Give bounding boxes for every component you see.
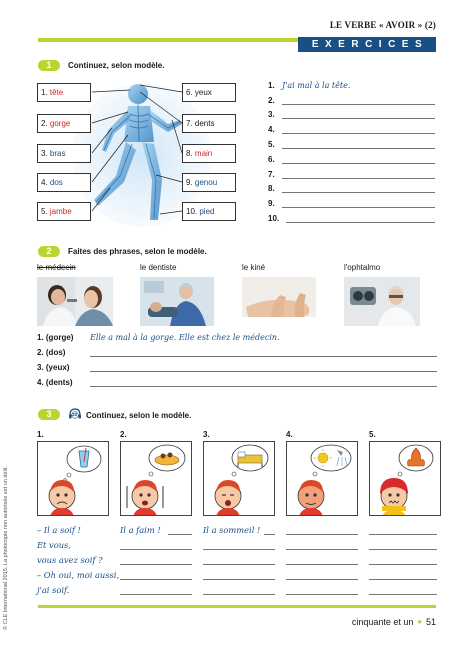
panel-3-line-2[interactable] xyxy=(203,549,275,550)
exercise-2-row-2[interactable]: 2. (dos) xyxy=(37,346,437,359)
exercise-2-row-3[interactable]: 3. (yeux) xyxy=(37,361,437,374)
dentist-photo xyxy=(140,277,214,326)
page-number: 51 xyxy=(425,617,436,627)
footer-rule xyxy=(38,605,436,608)
panel-4-line-1[interactable] xyxy=(286,534,358,535)
body-part-box-3: 3. bras xyxy=(37,144,91,163)
body-part-box-5: 5. jambe xyxy=(37,202,91,221)
exercise-2-example-answer: Elle a mal à la gorge. Elle est chez le médecin. xyxy=(90,333,280,342)
panel-2-line-2[interactable] xyxy=(120,549,192,550)
panel-3-line-5[interactable] xyxy=(203,594,275,595)
exercise-3-instruction: Continuez, selon le modèle. xyxy=(86,411,192,420)
panel-2-line-4[interactable] xyxy=(120,579,192,580)
answer-row-2[interactable]: 2. xyxy=(268,93,438,108)
answer-row-10[interactable]: 10. xyxy=(268,211,438,226)
cartoon-panel-hungry xyxy=(120,441,192,516)
exercise-2-row-1[interactable]: 1. (gorge) Elle a mal à la gorge. Elle est chez le médecin. xyxy=(37,333,280,342)
body-part-box-1: 1. tête xyxy=(37,83,91,102)
dialogue-line-1: – Il a soif ! xyxy=(37,525,81,535)
dialogue-line-4: – Oh oui, moi aussi, xyxy=(37,570,120,580)
exercise-1-answer-lines xyxy=(268,78,438,226)
panel-3-line-3[interactable] xyxy=(203,564,275,565)
panel-2-line-3[interactable] xyxy=(120,564,192,565)
panel-2-line-1[interactable] xyxy=(168,534,192,535)
panel-5-line-1[interactable] xyxy=(369,534,437,535)
cartoon-panel-sleepy xyxy=(203,441,275,516)
panel-2-answer: Il a faim ! xyxy=(120,525,161,535)
exercise-2-instruction: Faites des phrases, selon le modèle. xyxy=(68,247,207,256)
panel-5-line-3[interactable] xyxy=(369,564,437,565)
panel-3-answer: Il a sommeil ! xyxy=(203,525,261,535)
physiotherapist-photo xyxy=(242,277,316,326)
panel-number-2: 2. xyxy=(120,430,127,439)
profession-label-4: l'ophtalmo xyxy=(344,263,381,272)
page-number-words: cinquante et un xyxy=(351,617,414,627)
cartoon-panel-thirsty xyxy=(37,441,109,516)
panel-2-line-5[interactable] xyxy=(120,594,192,595)
exercise-2-badge: 2 xyxy=(38,246,60,257)
answer-row-9[interactable]: 9. xyxy=(268,196,438,211)
body-part-box-6: 6. yeux xyxy=(182,83,236,102)
panel-number-3: 3. xyxy=(203,430,210,439)
dialogue-line-5: j'ai soif. xyxy=(37,585,70,595)
cartoon-panel-cold xyxy=(369,441,441,516)
page-footer xyxy=(352,617,436,628)
audio-track-number: 28 xyxy=(72,412,78,417)
copyright-notice: © CLE International 2015. La photocopie non autorisée est un délit. xyxy=(3,466,9,630)
dialogue-line-2: Et vous, xyxy=(37,540,71,550)
answer-row-3[interactable]: 3. xyxy=(268,108,438,123)
body-part-box-4: 4. dos xyxy=(37,173,91,192)
ophthalmologist-photo xyxy=(344,277,420,326)
dialogue-line-3: vous avez soif ? xyxy=(37,555,103,565)
panel-4-line-4[interactable] xyxy=(286,579,358,580)
doctor-photo xyxy=(37,277,113,326)
body-part-box-8: 8. main xyxy=(182,144,236,163)
panel-number-5: 5. xyxy=(369,430,376,439)
star-icon: ✦ xyxy=(415,617,424,627)
profession-label-2: le dentiste xyxy=(140,263,177,272)
answer-row-8[interactable]: 8. xyxy=(268,182,438,197)
cartoon-panel-hot xyxy=(286,441,358,516)
profession-label-3: le kiné xyxy=(242,263,266,272)
answer-row-1[interactable]: 1. J'ai mal à la tête. xyxy=(268,80,351,90)
profession-label-1: le médecin xyxy=(37,263,76,272)
body-part-box-2: 2. gorge xyxy=(37,114,91,133)
answer-row-6[interactable]: 6. xyxy=(268,152,438,167)
exercises-banner: EXERCICES xyxy=(298,37,436,52)
exercise-1-instruction: Continuez, selon modèle. xyxy=(68,61,165,70)
answer-row-7[interactable]: 7. xyxy=(268,167,438,182)
answer-row-5[interactable]: 5. xyxy=(268,137,438,152)
panel-4-line-2[interactable] xyxy=(286,549,358,550)
example-answer: J'ai mal à la tête. xyxy=(282,80,351,90)
audio-track-icon[interactable] xyxy=(68,407,82,421)
body-part-box-9: 9. genou xyxy=(182,173,236,192)
body-part-box-10: 10. pied xyxy=(182,202,236,221)
panel-4-line-3[interactable] xyxy=(286,564,358,565)
panel-3-line-4[interactable] xyxy=(203,579,275,580)
panel-5-line-2[interactable] xyxy=(369,549,437,550)
panel-number-1: 1. xyxy=(37,430,44,439)
answer-row-4[interactable]: 4. xyxy=(268,122,438,137)
body-part-box-7: 7. dents xyxy=(182,114,236,133)
exercise-1-badge: 1 xyxy=(38,60,60,71)
panel-3-line-1[interactable] xyxy=(264,534,275,535)
panel-5-line-4[interactable] xyxy=(369,579,437,580)
panel-4-line-5[interactable] xyxy=(286,594,358,595)
exercise-3-badge: 3 xyxy=(38,409,60,420)
panel-number-4: 4. xyxy=(286,430,293,439)
chapter-title: LE VERBE « AVOIR » (2) xyxy=(329,20,436,30)
panel-5-line-5[interactable] xyxy=(369,594,437,595)
exercise-2-row-4[interactable]: 4. (dents) xyxy=(37,376,437,389)
